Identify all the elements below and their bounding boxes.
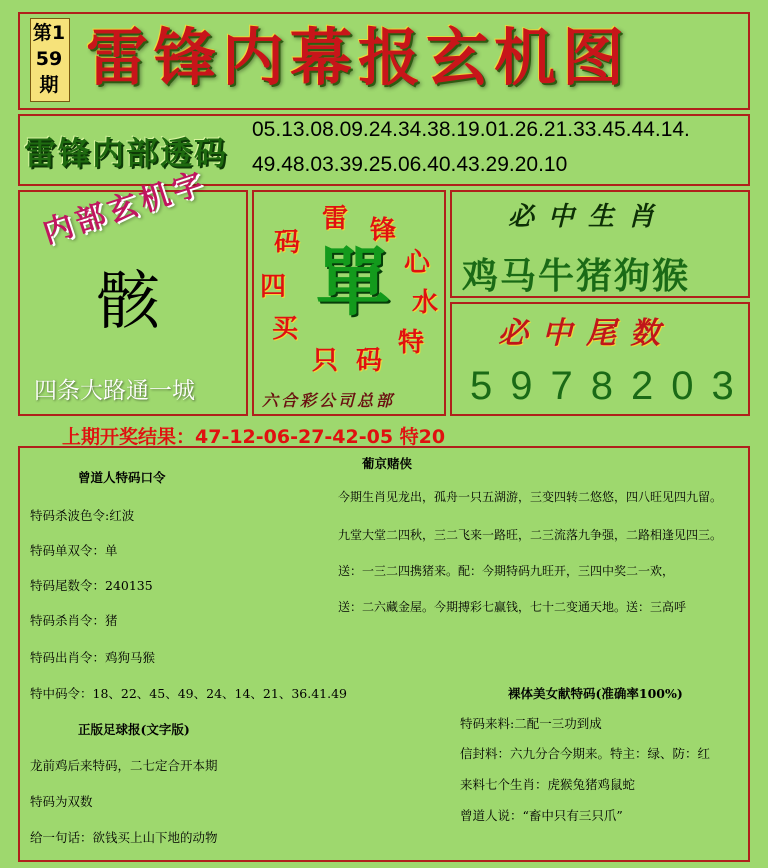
numbers-line-2: 49.48.03.39.25.06.40.43.29.20.10 xyxy=(252,153,568,176)
left-line: 特码单双令：单 xyxy=(30,543,118,558)
ring-char: 买 xyxy=(272,314,299,344)
right-line-2: 曾道人说：“畜中只有三只爪” xyxy=(460,808,623,823)
ring-char: 雷 xyxy=(322,204,349,234)
right-paragraph-line: 今期生肖见龙出，孤舟一只五湖游，三变四转二悠悠，四八旺见四九留。 xyxy=(338,490,723,504)
left-line-2: 龙前鸡后来特码，二七定合开本期 xyxy=(30,758,218,773)
right-line-2: 信封料：六九分合今期来。特主：绿、防：红 xyxy=(460,746,711,761)
center-big-char: 單 xyxy=(316,240,390,326)
zodiac-value: 鸡马牛猪狗猴 xyxy=(462,255,691,297)
left-banner: 内部玄机字 xyxy=(38,165,211,251)
left-line: 特码尾数令：240135 xyxy=(30,578,153,593)
center-footer: 六合彩公司总部 xyxy=(262,391,396,410)
issue-label: 第159期 xyxy=(32,22,66,96)
ring-char: 四 xyxy=(260,272,287,302)
ring-char: 码 xyxy=(274,228,301,258)
zodiac-title: 必中生肖 xyxy=(508,202,669,232)
right-paragraph-line: 送：一三二四携猪来。配：今期特码九旺开，三四中奖二一欢， xyxy=(338,564,675,578)
tail-value: 5978203 xyxy=(470,364,752,408)
left-line: 特码杀波色令:红波 xyxy=(30,508,135,523)
last-result: 上期开奖结果：47-12-06-27-42-05 特20 xyxy=(62,426,446,448)
page-title: 雷锋内幕报玄机图 xyxy=(86,21,631,94)
right-heading-1: 葡京赌侠 xyxy=(362,456,413,471)
ring-char: 锋 xyxy=(370,216,397,246)
right-paragraph-line: 送：二六藏金屋。今期搏彩七赢钱，七十二变通天地。送：三高呼 xyxy=(338,600,687,614)
left-char: 骸 xyxy=(96,265,160,339)
numbers-line-1: 05.13.08.09.24.34.38.19.01.26.21.33.45.44.14. xyxy=(252,118,690,141)
left-heading-1: 曾道人特码口令 xyxy=(78,470,166,485)
right-paragraph-line: 九堂大堂二四秋，三二飞来一路旺，二三流落九争强，二路相逢见四三。 xyxy=(338,528,723,542)
ring-char: 特 xyxy=(398,328,425,358)
ring-char: 只 xyxy=(312,346,339,376)
ring-char: 码 xyxy=(356,346,383,376)
left-line: 特码杀肖令：猪 xyxy=(30,613,118,628)
left-line-2: 给一句话：欲钱买上山下地的动物 xyxy=(30,830,218,845)
ring-char: 心 xyxy=(404,248,431,278)
numbers-label: 雷锋内部透码 xyxy=(24,134,229,172)
left-verse: 四条大路通一城 xyxy=(34,378,195,404)
right-heading-2: 裸体美女献特码(准确率100%) xyxy=(508,686,683,701)
ring-char: 水 xyxy=(412,288,439,318)
left-line: 特码出肖令：鸡狗马猴 xyxy=(30,650,156,665)
left-heading-2: 正版足球报(文字版) xyxy=(78,722,190,737)
right-line-2: 来料七个生肖：虎猴兔猪鸡鼠蛇 xyxy=(460,777,636,792)
left-line-2: 特码为双数 xyxy=(30,794,93,809)
right-line-2: 特码来料:二配一三功到成 xyxy=(460,716,602,731)
left-line: 特中码令：18、22、45、49、24、14、21、36.41.49 xyxy=(30,686,348,701)
tail-title: 必中尾数 xyxy=(498,316,674,351)
